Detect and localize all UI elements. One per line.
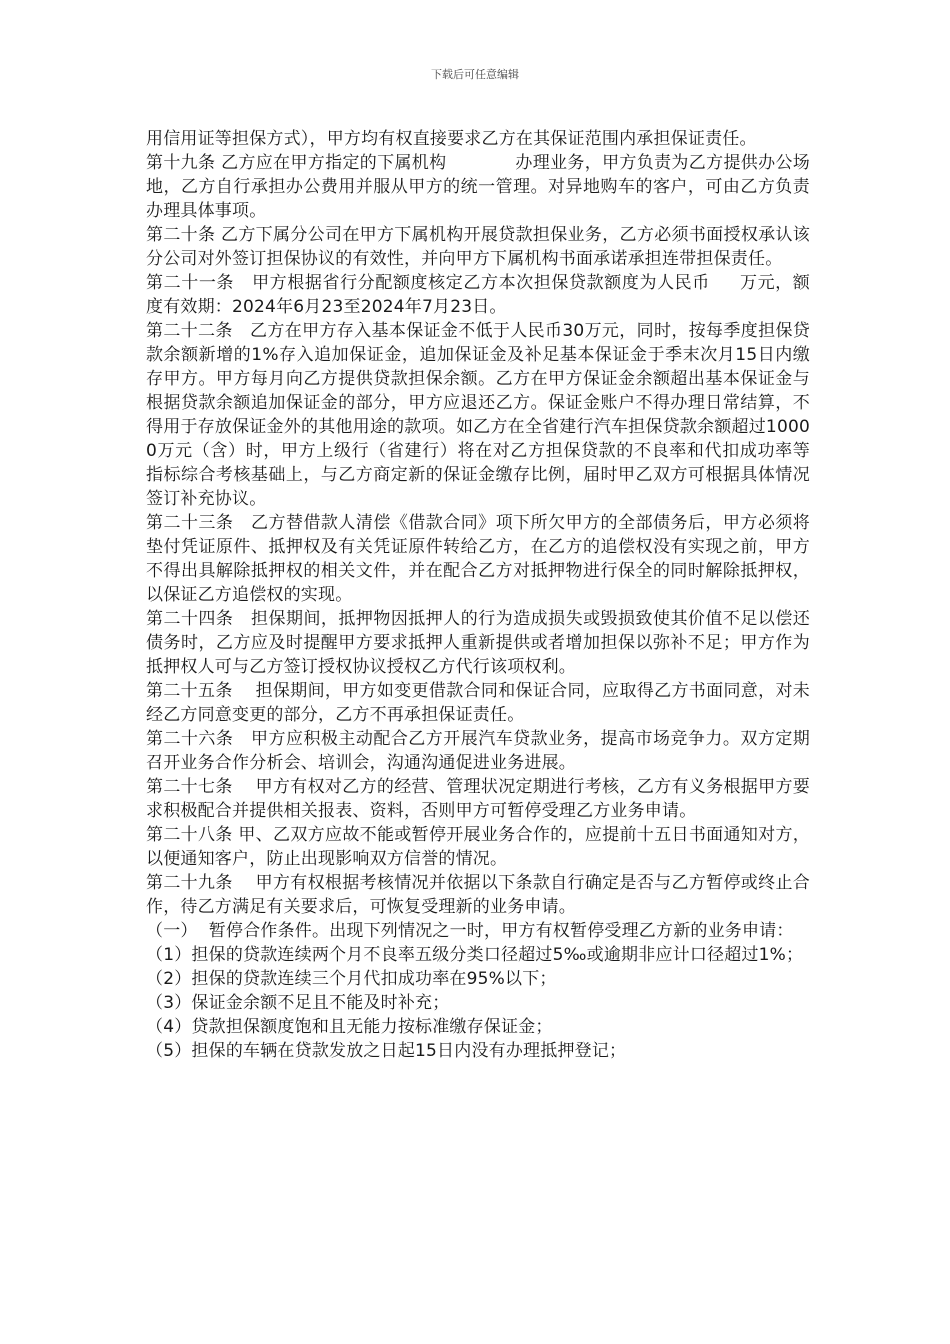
paragraph-article-24: 第二十四条 担保期间，抵押物因抵押人的行为造成损失或毁损致使其价值不足以偿还债务时，乙方应及时提醒甲方要求抵押人重新提供或者增加担保以弥补不足；甲方作为抵押权人可与乙方签订授权协议授权乙方代行该项权利。 (146, 609, 810, 677)
paragraph-article-23: 第二十三条 乙方替借款人清偿《借款合同》项下所欠甲方的全部债务后，甲方必须将垫付凭证原件、抵押权及有关凭证原件转给乙方，在乙方的追偿权没有实现之前，甲方不得出具解除抵押权的相关文件，并在配合乙方对抵押物进行保全的同时解除抵押权，以保证乙方追偿权的实现。 (146, 513, 810, 605)
paragraph-article-26: 第二十六条 甲方应积极主动配合乙方开展汽车贷款业务，提高市场竞争力。双方定期召开业务合作分析会、培训会，沟通沟通促进业务进展。 (146, 729, 810, 773)
list-item-3: （3）保证金余额不足且不能及时补充； (146, 993, 450, 1013)
paragraph-article-22: 第二十二条 乙方在甲方存入基本保证金不低于人民币30万元，同时，按每季度担保贷款余额新增的1%存入追加保证金，追加保证金及补足基本保证金于季末次月15日内缴存甲方。甲方每月向乙方提供贷款担保余额。乙方在甲方保证金余额超出基本保证金与根据贷款余额追加保证金的部分，甲方应退还乙方。保证金账户不得办理日常结算，不得用于存放保证金外的其他用途的款项。如乙方在全省建行汽车担保贷款余额超过10000万元（含）时，甲方上级行（省建行）将在对乙方担保贷款的不良率和代扣成功率等指标综合考核基础上，与乙方商定新的保证金缴存比例，届时甲乙双方可根据具体情况签订补充协议。 (146, 321, 810, 509)
list-item-5: （5）担保的车辆在贷款发放之日起15日内没有办理抵押登记； (146, 1041, 627, 1061)
paragraph-article-29: 第二十九条 甲方有权根据考核情况并依据以下条款自行确定是否与乙方暂停或终止合作，待乙方满足有关要求后，可恢复受理新的业务申请。 (146, 873, 810, 917)
list-item-4: （4）贷款担保额度饱和且无能力按标准缴存保证金； (146, 1017, 553, 1037)
list-item-1: （1）担保的贷款连续两个月不良率五级分类口径超过5‰或逾期非应计口径超过1%； (146, 945, 804, 965)
list-item-2: （2）担保的贷款连续三个月代扣成功率在95%以下； (146, 969, 557, 989)
document-body (146, 127, 810, 1063)
page-header: 下载后可任意编辑 (431, 68, 519, 81)
paragraph-clause-continuation: 用信用证等担保方式），甲方均有权直接要求乙方在其保证范围内承担保证责任。 (146, 129, 757, 149)
paragraph-article-28: 第二十八条 甲、乙双方应故不能或暂停开展业务合作的，应提前十五日书面通知对方，以便通知客户，防止出现影响双方信誉的情况。 (146, 825, 810, 869)
paragraph-article-20: 第二十条 乙方下属分公司在甲方下属机构开展贷款担保业务，乙方必须书面授权承认该分公司对外签订担保协议的有效性，并向甲方下属机构书面承诺承担连带担保责任。 (146, 225, 810, 269)
paragraph-section-1: （一） 暂停合作条件。出现下列情况之一时，甲方有权暂停受理乙方新的业务申请： (146, 921, 794, 941)
paragraph-article-21: 第二十一条 甲方根据省行分配额度核定乙方本次担保贷款额度为人民币 万元，额度有效期：2024年6月23至2024年7月23日。 (146, 273, 810, 317)
paragraph-article-25: 第二十五条 担保期间，甲方如变更借款合同和保证合同，应取得乙方书面同意，对未经乙方同意变更的部分，乙方不再承担保证责任。 (146, 681, 810, 725)
paragraph-article-27: 第二十七条 甲方有权对乙方的经营、管理状况定期进行考核，乙方有义务根据甲方要求积极配合并提供相关报表、资料，否则甲方可暂停受理乙方业务申请。 (146, 777, 810, 821)
paragraph-article-19: 第十九条 乙方应在甲方指定的下属机构 办理业务，甲方负责为乙方提供办公场地，乙方自行承担办公费用并服从甲方的统一管理。对异地购车的客户，可由乙方负责办理具体事项。 (146, 153, 810, 221)
